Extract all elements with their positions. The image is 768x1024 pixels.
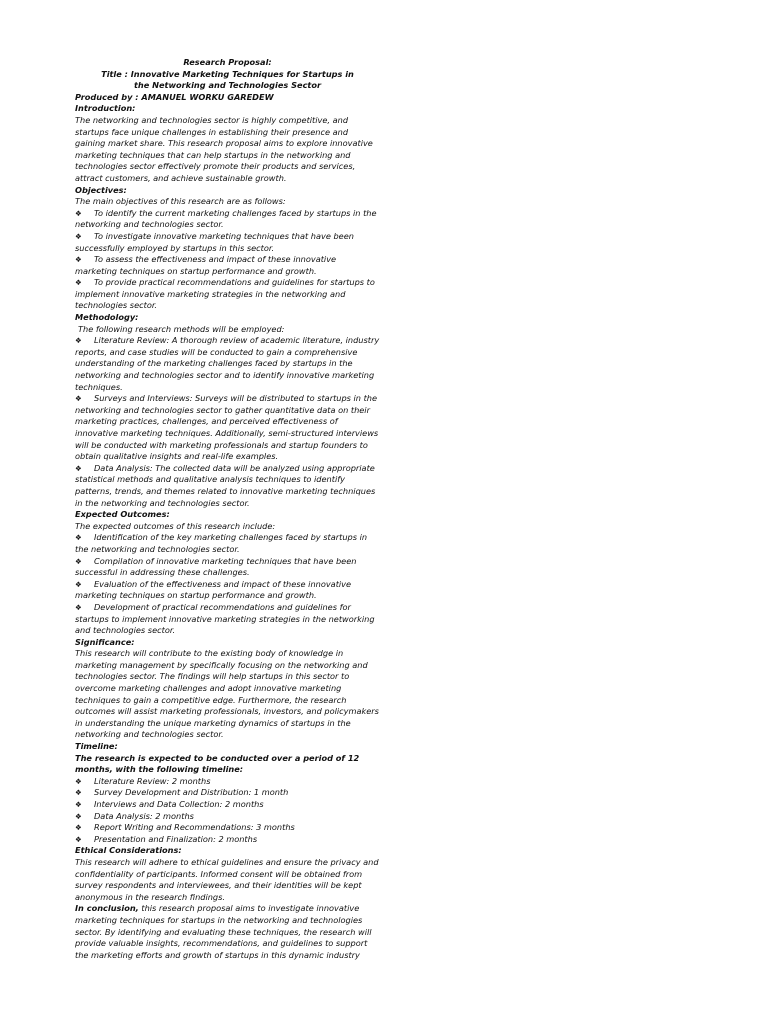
title-line-1: Title : Innovative Marketing Techniques for Startups in bbox=[101, 68, 354, 79]
objective-item: ❖ To investigate innovative marketing techniques that have been successfully employed by startups in this sector. bbox=[75, 230, 354, 253]
diamond-bullet-icon: ❖ bbox=[75, 776, 82, 786]
significance-text: This research will contribute to the existing body of knowledge in marketing management by specifically focusing on the networking and technologies sector. The findings will help startups in this sector to overcome marketing challenges and adopt innovative marketing techniques to gain a competitive edge. Furthermore, the research outcomes will assist marketing professionals, investors, and policymakers in understanding the unique marketing dynamics of startups in the networking and technologies sector. bbox=[75, 648, 379, 740]
timeline-heading: Timeline: bbox=[75, 741, 118, 752]
diamond-bullet-icon: ❖ bbox=[75, 800, 82, 809]
objective-item: ❖ To assess the effectiveness and impact of these innovative marketing techniques on startup performance and growth. bbox=[75, 254, 337, 276]
conclusion-text: this research proposal aims to investigate innovative marketing techniques for startups in the networking and technologies sector. By identifying and evaluating these techniques, the research will provide valuable insights, recommendations, and guidelines to support the marketing efforts and growth of startups in this dynamic industry bbox=[75, 903, 372, 960]
objective-item: ❖ To identify the current marketing challenges faced by startups in the networking and technologies sector. bbox=[75, 207, 377, 230]
methodology-item: ❖ Surveys and Interviews: Surveys will be distributed to startups in the networking and technologies sector to gather quantitative data on their marketing practices, challenges, and perceived effectiveness of innovative marketing techniques. Additionally, semi-structured interviews will be conducted with marketing professionals and startup founders to obtain qualitative insights and real-life examples. bbox=[75, 393, 379, 462]
diamond-bullet-icon: ❖ bbox=[75, 602, 82, 612]
outcome-item: ❖ Identification of the key marketing challenges faced by startups in the networking and technologies sector. bbox=[75, 532, 368, 554]
diamond-bullet-icon: ❖ bbox=[75, 463, 82, 473]
methodology-lead: The following research methods will be employed: bbox=[78, 323, 285, 334]
ethics-text: This research will adhere to ethical guidelines and ensure the privacy and confidentiality of participants. Informed consent will be obtained from survey respondents and interviewees, and their identities will be kept anonymous in the research findings. bbox=[75, 856, 379, 902]
timeline-item: ❖ Survey Development and Distribution: 1 month bbox=[75, 787, 289, 798]
diamond-bullet-icon: ❖ bbox=[75, 556, 82, 566]
diamond-bullet-icon: ❖ bbox=[75, 336, 82, 346]
produced-by: Produced by : AMANUEL WORKU GAREDEW bbox=[75, 91, 274, 102]
diamond-bullet-icon: ❖ bbox=[75, 255, 82, 265]
diamond-bullet-icon: ❖ bbox=[75, 208, 82, 218]
document-heading: Research Proposal: bbox=[183, 57, 272, 67]
diamond-bullet-icon: ❖ bbox=[75, 823, 82, 833]
outcome-item: ❖ Compilation of innovative marketing techniques that have been successful in addressing these challenges. bbox=[75, 555, 357, 578]
conclusion-lead: In conclusion, bbox=[75, 903, 139, 914]
diamond-bullet-icon: ❖ bbox=[75, 788, 82, 798]
outcomes-lead: The expected outcomes of this research include: bbox=[75, 520, 276, 531]
diamond-bullet-icon: ❖ bbox=[75, 231, 82, 241]
introduction-text: The networking and technologies sector is highly competitive, and startups face unique challenges in establishing their presence and gaining market share. This research proposal aims to explore innovative marketing techniques that can help startups in the networking and technologies sector effectively promote their products and services, attract customers, and achieve sustainable growth. bbox=[75, 114, 373, 183]
objectives-lead: The main objectives of this research are as follows: bbox=[75, 196, 286, 207]
title-line-2: the Networking and Technologies Sector bbox=[133, 80, 322, 91]
outcome-item: ❖ Development of practical recommendations and guidelines for startups to implement innovative marketing strategies in the networking and technologies sector. bbox=[75, 601, 375, 636]
diamond-bullet-icon: ❖ bbox=[75, 394, 82, 404]
diamond-bullet-icon: ❖ bbox=[75, 811, 82, 821]
conclusion-paragraph bbox=[75, 903, 380, 961]
outcome-item: ❖ Evaluation of the effectiveness and impact of these innovative marketing techniques on startup performance and growth. bbox=[75, 578, 352, 601]
timeline-item: ❖ Data Analysis: 2 months bbox=[75, 810, 194, 821]
methodology-item: ❖ Data Analysis: The collected data will be analyzed using appropriate statistical methods and qualitative analysis techniques to identify patterns, trends, and themes related to innovative marketing techniques in the networking and technologies sector. bbox=[75, 462, 376, 508]
objectives-heading: Objectives: bbox=[75, 184, 127, 195]
methodology-item: ❖ Literature Review: A thorough review of academic literature, industry reports, and case studies will be conducted to gain a comprehensive understanding of the marketing challenges faced by startups in the networking and technologies sector and to identify innovative marketing techniques. bbox=[75, 335, 380, 392]
diamond-bullet-icon: ❖ bbox=[75, 579, 82, 589]
research-proposal bbox=[75, 57, 380, 961]
ethics-heading: Ethical Considerations: bbox=[75, 845, 182, 856]
timeline-item: ❖ Report Writing and Recommendations: 3 months bbox=[75, 822, 295, 833]
timeline-item: ❖ Literature Review: 2 months bbox=[75, 775, 211, 786]
diamond-bullet-icon: ❖ bbox=[75, 278, 82, 288]
timeline-item: ❖ Presentation and Finalization: 2 months bbox=[75, 833, 258, 844]
significance-heading: Significance: bbox=[75, 636, 135, 647]
methodology-heading: Methodology: bbox=[75, 312, 139, 323]
timeline-item: ❖ Interviews and Data Collection: 2 months bbox=[75, 799, 264, 809]
timeline-lead: The research is expected to be conducted over a period of 12 months, with the following timeline: bbox=[75, 752, 360, 775]
objective-item: ❖ To provide practical recommendations and guidelines for startups to implement innovative marketing strategies in the networking and technologies sector. bbox=[75, 277, 375, 311]
outcomes-heading: Expected Outcomes: bbox=[75, 509, 170, 520]
introduction-heading: Introduction: bbox=[75, 103, 136, 114]
diamond-bullet-icon: ❖ bbox=[75, 533, 82, 543]
diamond-bullet-icon: ❖ bbox=[75, 834, 82, 844]
